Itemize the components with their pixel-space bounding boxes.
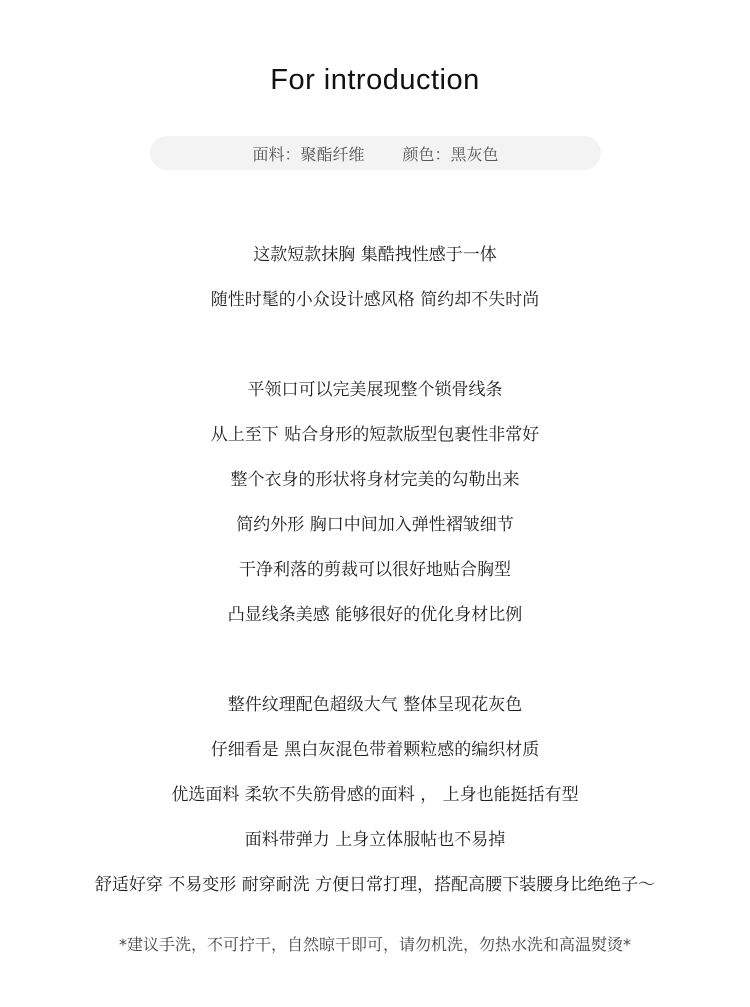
description-line: 整个衣身的形状将身材完美的勾勒出来 [230, 470, 520, 490]
description-line: 优选面料 柔软不失筋骨感的面料 ， 上身也能挺括有型 [171, 785, 579, 805]
description-line: 面料带弹力 上身立体服帖也不易掉 [244, 830, 506, 850]
page-title: For introduction [270, 64, 480, 96]
description-line: 简约外形 胸口中间加入弹性褶皱细节 [236, 515, 514, 535]
care-note: *建议手洗，不可拧干，自然晾干即可，请勿机洗，勿热水洗和高温熨烫* [118, 935, 631, 954]
description-line: 整件纹理配色超级大气 整体呈现花灰色 [227, 695, 523, 715]
description-line: 凸显线条美感 能够很好的优化身材比例 [227, 605, 523, 625]
description-line: 从上至下 贴合身形的短款版型包裹性非常好 [210, 425, 540, 445]
description-line: 这款短款抹胸 集酷拽性感于一体 [253, 245, 497, 265]
description-line: 平领口可以完美展现整个锁骨线条 [247, 380, 503, 400]
description-line: 仔细看是 黑白灰混色带着颗粒感的编织材质 [210, 740, 540, 760]
description-line: 舒适好穿 不易变形 耐穿耐洗 方便日常打理，搭配高腰下装腰身比绝绝子～ [94, 875, 656, 895]
fabric-spec: 面料：聚酯纤维 [252, 144, 365, 164]
spec-bar [150, 136, 601, 170]
description-line: 干净利落的剪裁可以很好地贴合胸型 [239, 560, 511, 580]
description-line: 随性时髦的小众设计感风格 简约却不失时尚 [210, 290, 540, 310]
color-spec: 颜色：黑灰色 [402, 144, 499, 164]
